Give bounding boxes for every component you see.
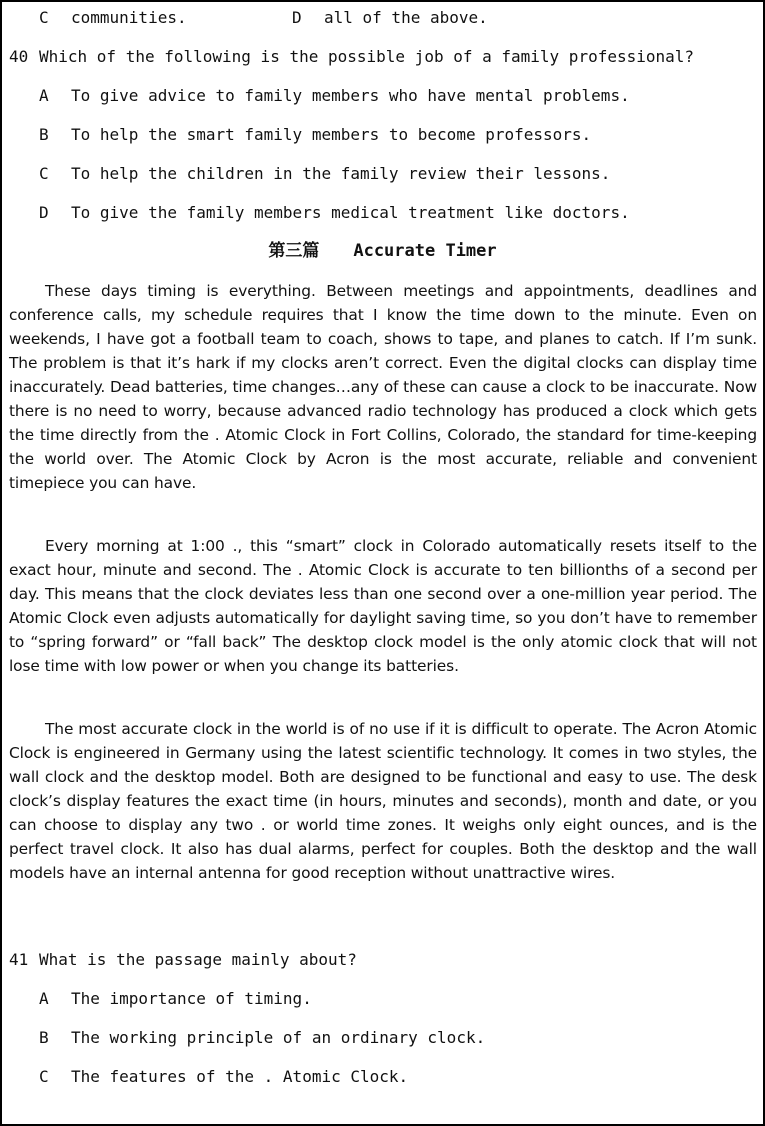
q41-option-b-text: The working principle of an ordinary clock. bbox=[71, 1028, 486, 1047]
option-text-c: communities. bbox=[71, 8, 187, 27]
question-text-41: What is the passage mainly about? bbox=[39, 950, 357, 969]
passage-paragraph-3: The most accurate clock in the world is of no use if it is difficult to operate. The Acron Atomic Clock is engineered in Germany using the latest scientific technology. It comes in two styles, the wall clock and the desktop model. Both are designed to be functional and easy to use. The desk clock’s display features the exact time (in hours, minutes and seconds), month and date, or you can choose to display any two . or world time zones. It weighs only eight ounces, and is the perfect travel clock. It also has dual alarms, perfect for couples. Both the desktop and the wall models have an internal antenna for good reception without unattractive wires. bbox=[9, 720, 757, 882]
q40-option-c-text: To help the children in the family review their lessons. bbox=[71, 164, 611, 183]
passage-title: Accurate Timer bbox=[353, 241, 497, 261]
q41-option-b-letter: B bbox=[39, 1028, 49, 1047]
section-label: 第三篇 bbox=[268, 241, 320, 261]
q40-option-b-text: To help the smart family members to become professors. bbox=[71, 125, 592, 144]
option-letter-c: C bbox=[39, 8, 49, 27]
q41-option-c-text: The features of the . Atomic Clock. bbox=[71, 1067, 409, 1086]
q40-option-b-letter: B bbox=[39, 125, 49, 144]
passage-paragraph-2: Every morning at 1:00 ., this “smart” clock in Colorado automatically resets itself to the exact hour, minute and second. The . Atomic Clock is accurate to ten billionths of a second per day. This means that the clock deviates less than one second over a one-million year period. The Atomic Clock even adjusts automatically for daylight saving time, so you don’t have to remember to “spring forward” or “fall back” The desktop clock model is the only atomic clock that will not lose time with low power or when you change its batteries. bbox=[9, 537, 757, 675]
q41-option-c-letter: C bbox=[39, 1067, 49, 1086]
option-text-d: all of the above. bbox=[324, 8, 488, 27]
option-letter-d: D bbox=[292, 8, 302, 27]
passage-paragraph-1: These days timing is everything. Between meetings and appointments, deadlines and conference calls, my schedule requires that I know the time down to the minute. Even on weekends, I have got a football team to coach, shows to tape, and planes to catch. If I’m sunk. The problem is that it’s hark if my clocks aren’t correct. Even the digital clocks can display time inaccurately. Dead batteries, time changes…any of these can cause a clock to be inaccurate. Now there is no need to worry, because advanced radio technology has produced a clock which gets the time directly from the . Atomic Clock in Fort Collins, Colorado, the standard for time-keeping the world over. The Atomic Clock by Acron is the most accurate, reliable and convenient timepiece you can have. bbox=[9, 282, 757, 492]
q40-option-c-letter: C bbox=[39, 164, 49, 183]
section-title bbox=[2, 240, 763, 262]
question-text-40: Which of the following is the possible job of a family professional? bbox=[39, 47, 695, 66]
q41-option-a-text: The importance of timing. bbox=[71, 989, 312, 1008]
question-number-41: 41 bbox=[9, 950, 29, 969]
q41-option-a-letter: A bbox=[39, 989, 49, 1008]
q40-option-d-letter: D bbox=[39, 203, 49, 222]
q40-option-d-text: To give the family members medical treatment like doctors. bbox=[71, 203, 630, 222]
question-number-40: 40 bbox=[9, 47, 29, 66]
q40-option-a-text: To give advice to family members who have mental problems. bbox=[71, 86, 630, 105]
q40-option-a-letter: A bbox=[39, 86, 49, 105]
